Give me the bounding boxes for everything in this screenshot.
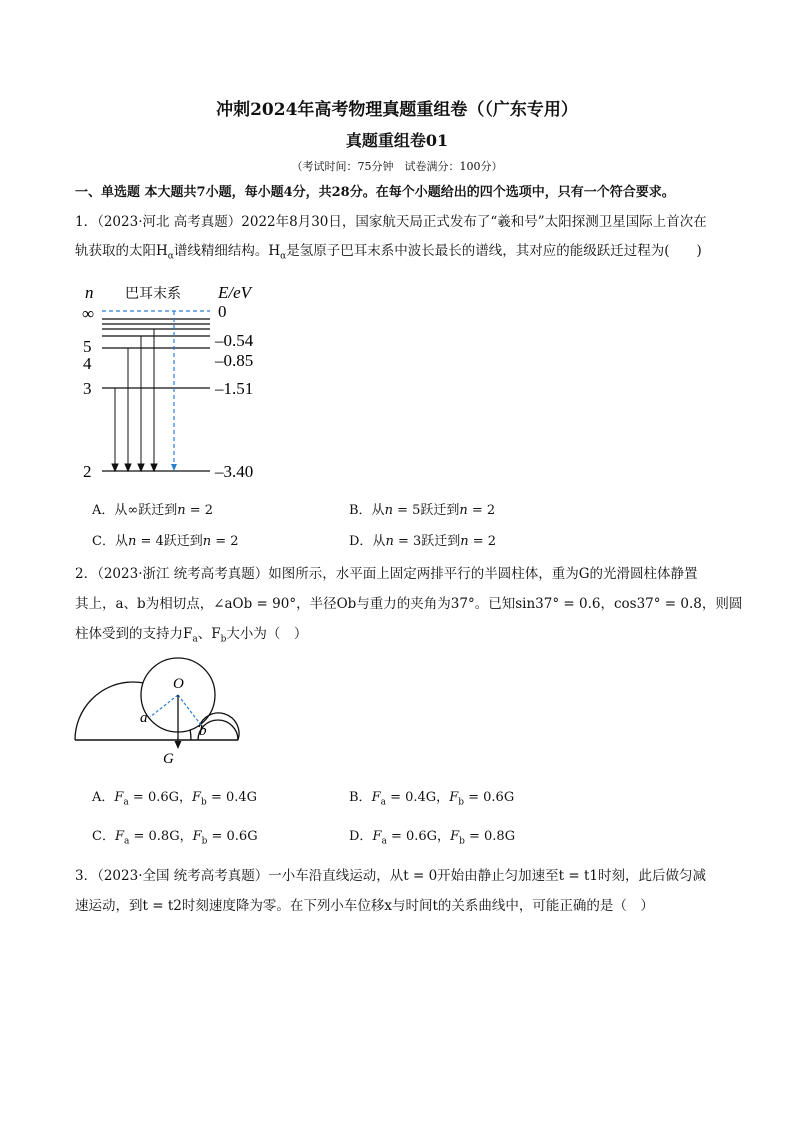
- q1-option-b[interactable]: B．从n = 5跃迁到n = 2: [349, 503, 496, 518]
- section-heading: 一、单选题 本大题共7小题，每小题4分，共28分。在每个小题给出的四个选项中，只有一个符合要求。: [75, 185, 675, 200]
- label-g: G: [163, 751, 174, 767]
- q1-option-a[interactable]: A．从∞跃迁到n = 2: [92, 503, 214, 518]
- q2-option-c[interactable]: C．$F_a = 0.8G$，$F_b = 0.6G$: [92, 829, 258, 847]
- q2-line3: 柱体受到的支持力$F_a$、$F_b$大小为（ ）: [75, 626, 308, 645]
- cylinder-diagram: [70, 655, 250, 770]
- q1-line2: 轨获取的太阳$H_\alpha$谱线精细结构。$H_\alpha$是氢原子巴耳末系中波长最长的谱线，其对应的能级跃迁过程为( ): [75, 243, 702, 262]
- q2-option-d[interactable]: D．$F_a = 0.6G$，$F_b = 0.8G$: [349, 829, 516, 847]
- n-inf: ∞: [82, 304, 95, 323]
- q3-line2: 速运动，到t = t2时刻速度降为零。在下列小车位移x与时间t的关系曲线中，可能正确的是（ ）: [75, 898, 654, 914]
- e-label: E/eV: [218, 283, 252, 302]
- e-4: –0.85: [215, 351, 254, 370]
- e-3: –1.51: [215, 379, 254, 398]
- page-title: 冲刺2024年高考物理真题重组卷（（广东专用）: [216, 100, 578, 120]
- n-5: 5: [83, 337, 92, 356]
- energy-level-diagram: [70, 278, 290, 488]
- e-inf: 0: [218, 302, 227, 321]
- q1-option-d[interactable]: D．从n = 3跃迁到n = 2: [349, 534, 497, 549]
- q2-line2: 其上，a、b为相切点，∠aOb = 90°，半径Ob与重力的夹角为37°。已知sin37° = 0.6，cos37° = 0.8，则圆: [75, 596, 743, 612]
- label-o: O: [173, 676, 184, 692]
- q1-line1: 1．（2023·河北 高考真题）2022年8月30日，国家航天局正式发布了“羲和号”太阳探测卫星国际上首次在: [75, 214, 707, 230]
- page-subtitle: 真题重组卷01: [345, 131, 449, 150]
- label-b: b: [199, 723, 207, 739]
- n-2: 2: [83, 462, 92, 481]
- q2-line1: 2．（2023·浙江 统考高考真题）如图所示，水平面上固定两排平行的半圆柱体，重为G的光滑圆柱体静置: [75, 566, 698, 582]
- e-5: –0.54: [215, 331, 254, 350]
- q3-line1: 3．（2023·全国 统考高考真题）一小车沿直线运动，从t = 0开始由静止匀加速至t = t1时刻，此后做匀减: [75, 868, 707, 884]
- q2-option-a[interactable]: A．$F_a = 0.6G$，$F_b = 0.4G$: [92, 790, 258, 808]
- q2-option-b[interactable]: B．$F_a = 0.4G$，$F_b = 0.6G$: [349, 790, 515, 808]
- n-4: 4: [83, 354, 92, 373]
- n-3: 3: [83, 379, 92, 398]
- q1-option-c[interactable]: C．从n = 4跃迁到n = 2: [92, 534, 239, 549]
- e-2: –3.40: [215, 462, 254, 481]
- n-label: n: [85, 283, 94, 302]
- label-a: a: [140, 710, 148, 726]
- series-label: 巴耳末系: [125, 287, 181, 302]
- exam-info: （考试时间：75分钟 试卷满分：100分）: [291, 160, 503, 173]
